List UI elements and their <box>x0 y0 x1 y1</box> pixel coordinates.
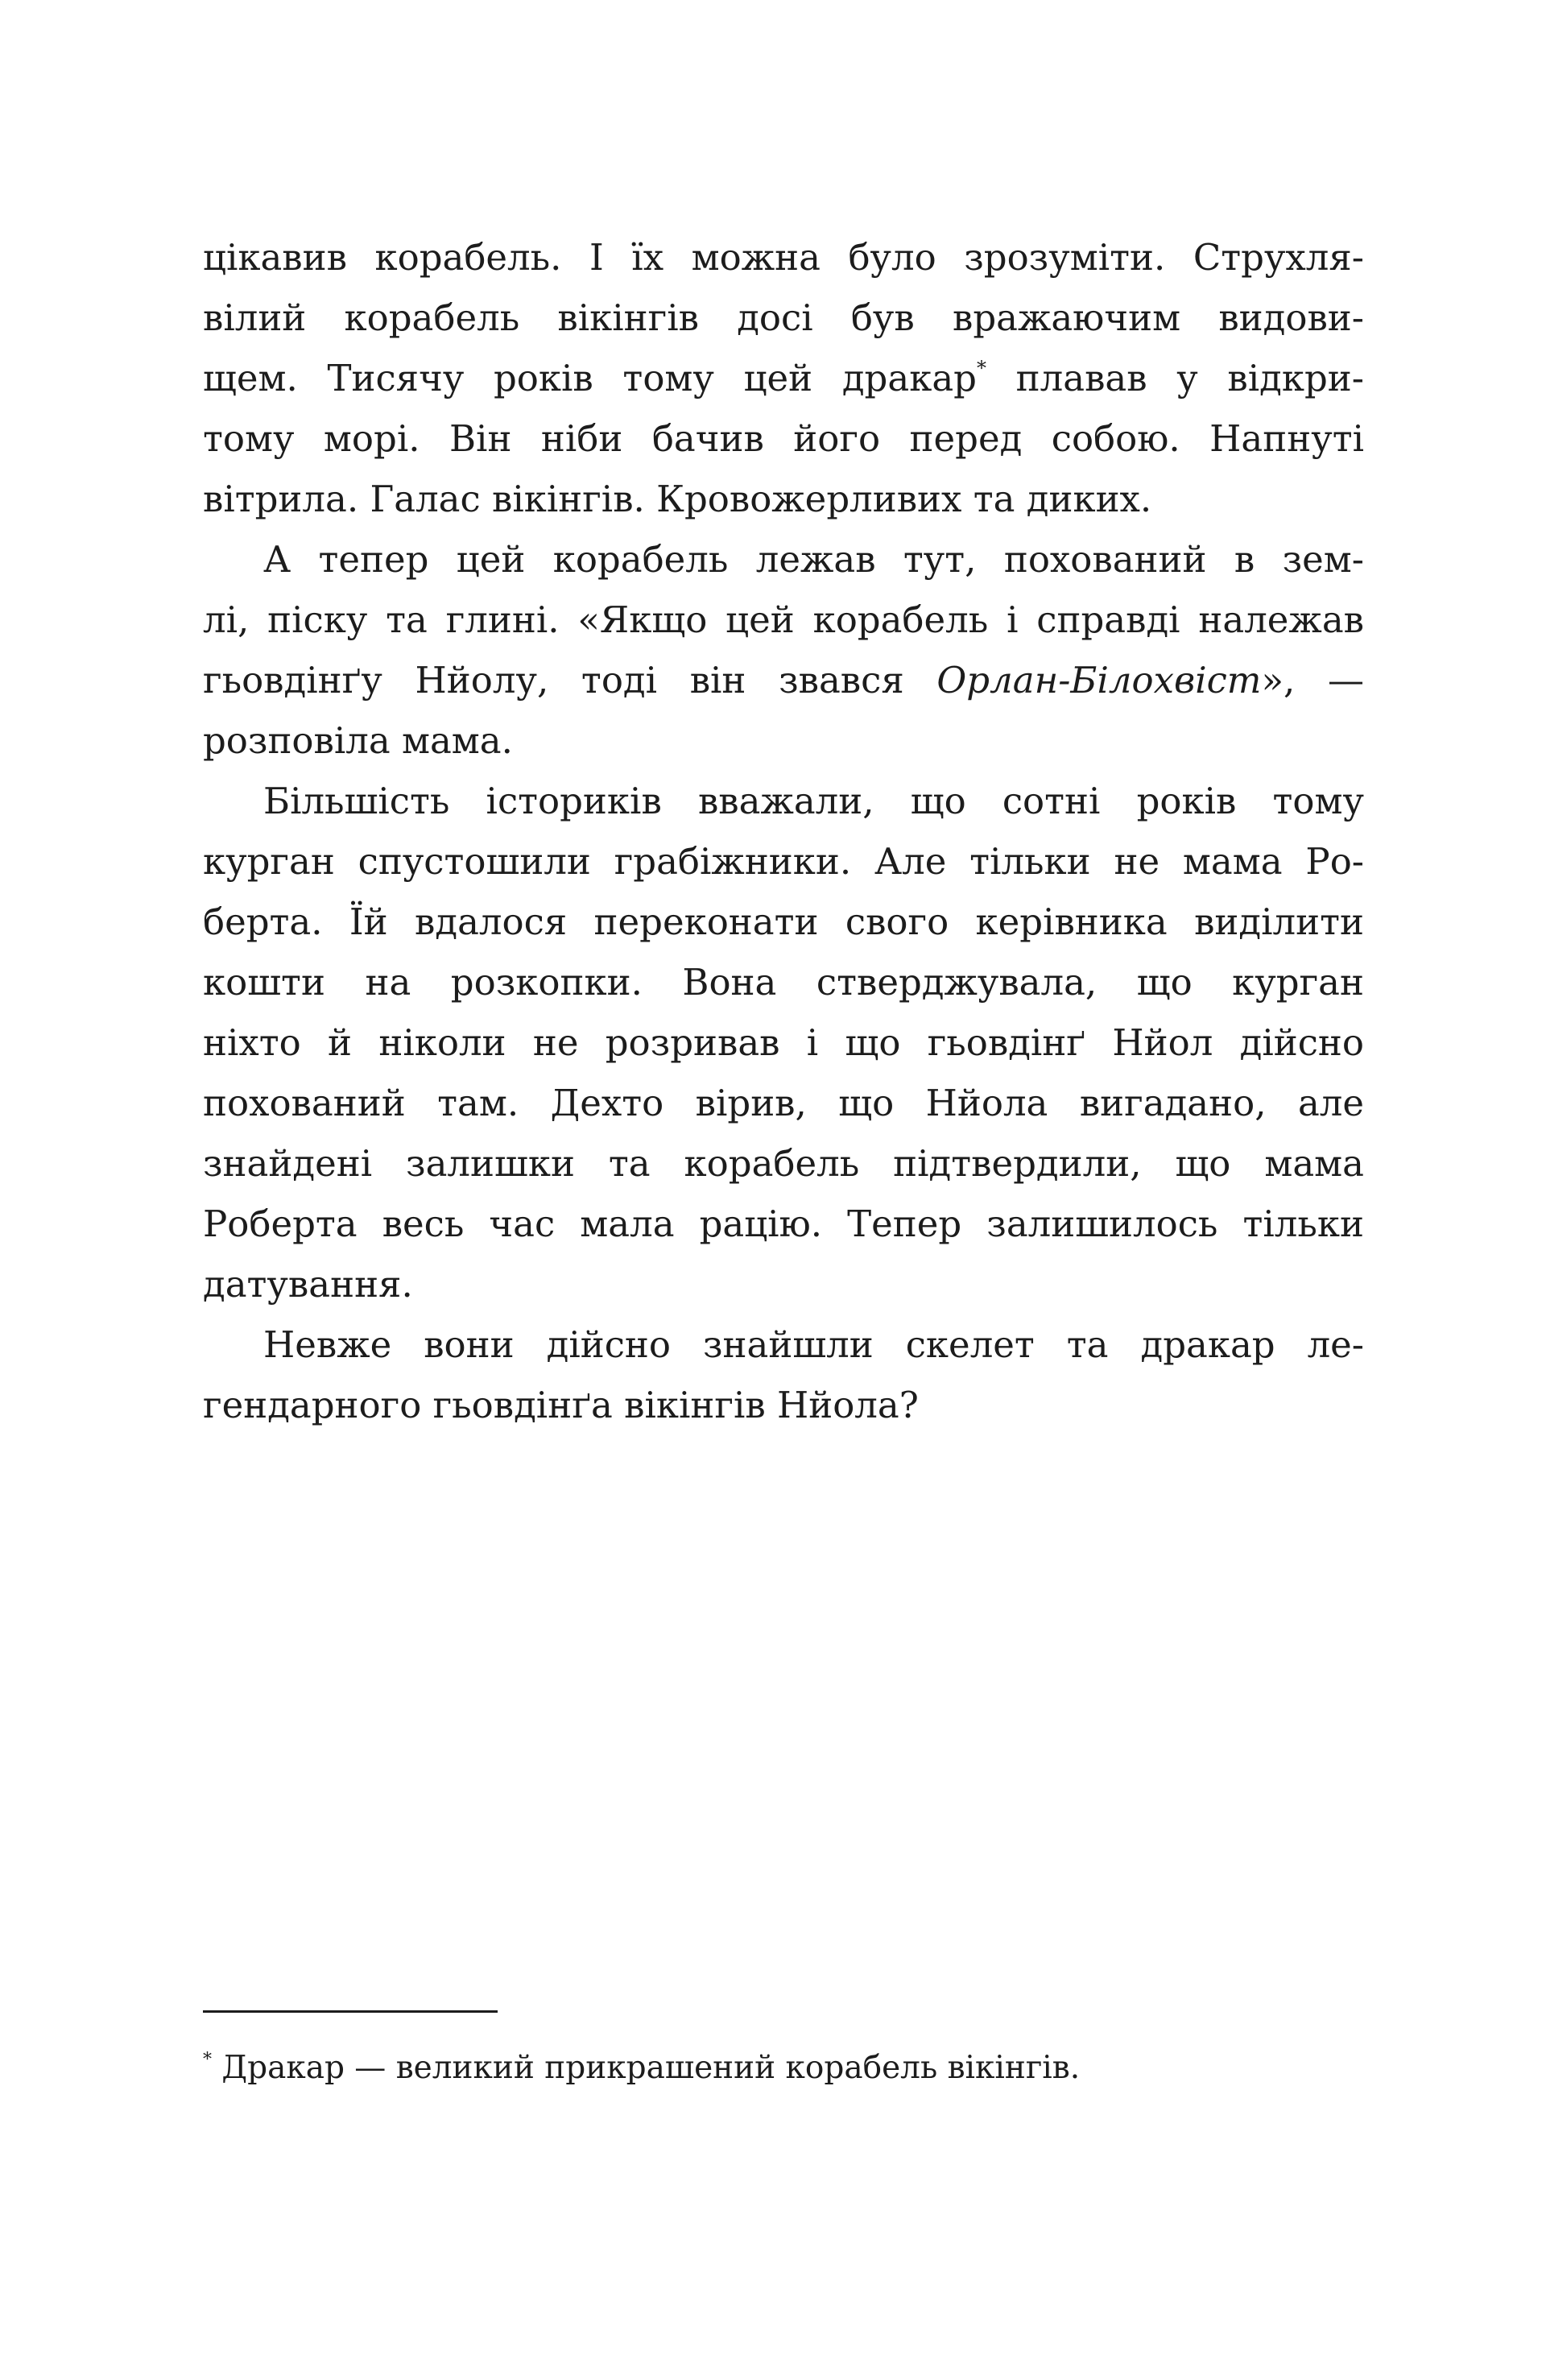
text-line: розповіла мама. <box>203 719 513 762</box>
footnote <box>203 2044 1364 2092</box>
text-line: берта. Їй вдалося переконати свого керівника виділити <box>203 900 1364 943</box>
footnote-divider <box>203 2010 498 2013</box>
text-line: цікавив корабель. І їх можна було зрозуміти. Струхля- <box>203 236 1364 279</box>
text-line: вітрила. Галас вікінгів. Кровожерливих та диких. <box>203 478 1152 520</box>
text-line: гендарного гьовдінґа вікінгів Нйола? <box>203 1384 919 1426</box>
footnote-reference: * <box>976 357 986 379</box>
body-text <box>203 227 1364 1435</box>
text-line: щем. Тисячу років тому цей дракар* плавав у відкри- <box>203 357 1364 399</box>
text-line: тому морі. Він ніби бачив його перед собою. Напнуті <box>203 417 1364 460</box>
text-line: лі, піску та глині. «Якщо цей корабель і справді належав <box>203 598 1364 641</box>
footnote-marker: * <box>203 2050 212 2070</box>
text-line: кошти на розкопки. Вона стверджувала, що курган <box>203 961 1364 1004</box>
text-line: Невже вони дійсно знайшли скелет та дракар ле- <box>263 1323 1364 1366</box>
text-line: похований там. Дехто вірив, що Нйола вигадано, але <box>203 1082 1364 1124</box>
text-line: А тепер цей корабель лежав тут, похований в зем- <box>263 538 1364 581</box>
text-line: ніхто й ніколи не розривав і що гьовдінґ Нйол дійсно <box>203 1021 1364 1064</box>
text-line: гьовдінґу Нйолу, тоді він звався Орлан-Білохвіст», — <box>203 659 1364 702</box>
text-line: Роберта весь час мала рацію. Тепер залишилось тільки <box>203 1202 1364 1245</box>
text-line: вілий корабель вікінгів досі був вражаючим видови- <box>203 296 1364 339</box>
italic-ship-name: Орлан-Білохвіст <box>936 659 1262 702</box>
text-line: курган спустошили грабіжники. Але тільки не мама Ро- <box>203 840 1364 883</box>
footnote-text: Дракар — великий прикрашений корабель вікінгів. <box>212 2050 1081 2086</box>
text-line: датування. <box>203 1263 413 1306</box>
text-line: знайдені залишки та корабель підтвердили, що мама <box>203 1142 1364 1185</box>
text-line: Більшість істориків вважали, що сотні років тому <box>263 780 1364 822</box>
